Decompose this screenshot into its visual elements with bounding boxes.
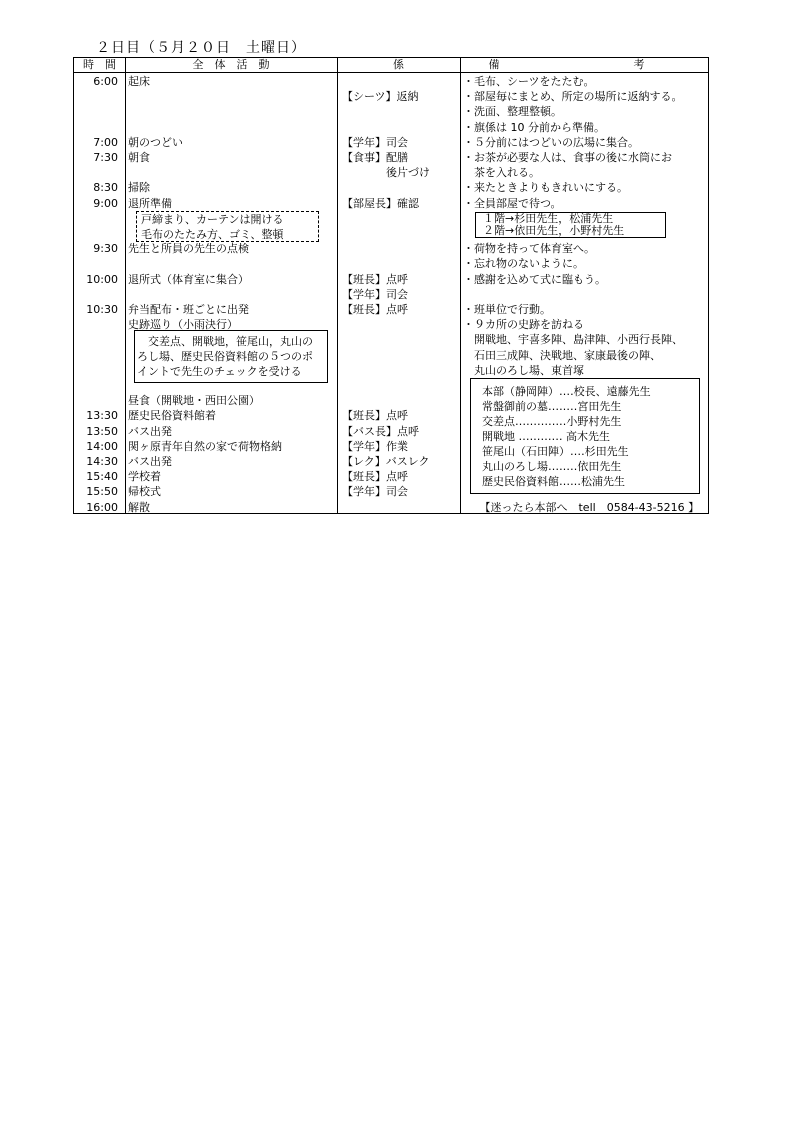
row-time: 8:30 [93,181,118,195]
row-note: ・忘れ物のないように。 [463,257,584,271]
row-activity: 学校着 [128,470,161,484]
dashed-note-line: 毛布のたたみ方、ゴミ、整頓 [141,228,284,241]
floor-assign-line: １階→杉田先生，松浦先生 [483,212,614,225]
row-staff: 【班長】点呼 [342,272,408,286]
row-activity: 関ヶ原青年自然の家で荷物格納 [128,439,282,453]
schedule-table [73,57,709,514]
floor-assign-box [475,212,666,238]
header-note-1: 備 [488,58,500,71]
row-note: ・感謝を込めて式に臨もう。 [463,272,606,286]
page-title: ２日目（５月２０日 土曜日） [96,40,306,56]
row-time: 14:30 [86,455,118,468]
staff-location-line: 交差点‥‥‥‥‥‥‥小野村先生 [482,415,622,428]
row-staff: 【シーツ】返納 [342,90,419,104]
row-activity: 朝のつどい [128,135,183,149]
row-note: ・旗係は 10 分前から準備。 [463,120,605,134]
row-activity: 退所準備 [128,196,172,210]
header-activity: 全 体 活 動 [192,58,270,71]
row-staff: 【班長】点呼 [342,303,408,316]
row-note: ・毛布、シーツをたたむ。 [463,75,595,88]
row-staff: 【学年】司会 [342,287,408,301]
row-activity: 弁当配布・班ごとに出発 [128,303,249,316]
row-time: 7:30 [93,151,118,164]
row-time: 6:00 [93,75,118,88]
staff-location-box [470,378,700,494]
row-note: 丸山のろし場、東首塚 [463,363,584,377]
row-note: 石田三成陣、決戦地、家康最後の陣、 [463,348,661,362]
row-staff: 【レク】バスレク [342,455,430,468]
staff-location-line: 丸山のろし場‥‥‥‥依田先生 [482,460,622,473]
row-note: ・部屋毎にまとめ、所定の場所に返納する。 [463,90,683,104]
row-time: 7:00 [93,135,118,149]
column-divider [460,58,461,513]
row-activity: 掃除 [128,181,150,195]
header-divider [74,72,708,73]
row-time: 13:50 [86,424,118,438]
row-note: ・洗面、整理整頓。 [463,105,562,119]
row-staff: 【食事】配膳 [342,151,408,164]
checkpoint-line: ろし場、歴史民俗資料館の５つのポ [137,350,313,363]
staff-location-line: 歴史民俗資料館‥‥‥松浦先生 [482,475,626,488]
row-activity: 先生と所員の先生の点検 [128,242,249,256]
row-staff: 【バス長】点呼 [342,424,419,438]
dashed-note-box [136,211,319,242]
checkpoint-box [134,330,328,383]
row-activity: 史跡巡り（小雨決行） [128,318,238,332]
checkpoint-line: 交差点、開戦地，笹尾山，丸山の [137,335,313,348]
row-note: ・お茶が必要な人は、食事の後に水筒にお [463,151,672,164]
row-note: ・９カ所の史跡を訪ねる [463,318,584,332]
dashed-note-line: 戸締まり、カーテンは開ける [141,213,284,226]
column-divider [337,58,338,513]
row-activity: 退所式（体育室に集合） [128,272,249,286]
header-time: 時 間 [83,58,116,71]
row-staff: 【学年】作業 [342,439,408,453]
row-note: ・班単位で行動。 [463,303,551,316]
row-time: 10:00 [86,272,118,286]
row-staff: 【学年】司会 [342,135,408,149]
row-activity: 昼食（開戦地・西田公園） [128,394,260,408]
row-activity: バス出発 [128,455,172,468]
row-time: 14:00 [86,439,118,453]
row-activity: 起床 [128,75,150,88]
row-staff: 【班長】点呼 [342,409,408,423]
row-staff: 後片づけ [342,166,430,180]
row-activity: 解散 [128,500,150,514]
row-time: 9:00 [93,196,118,210]
row-note: ・来たときよりもきれいにする。 [463,181,628,195]
staff-location-line: 本部（静岡陣）‥‥校長、遠藤先生 [482,385,651,398]
staff-location-line: 常盤御前の墓‥‥‥‥宮田先生 [482,400,622,413]
row-time: 15:40 [86,470,118,484]
row-activity: バス出発 [128,424,172,438]
row-activity: 歴史民俗資料館着 [128,409,216,423]
row-activity: 帰校式 [128,485,161,499]
staff-location-line: 開戦地 ‥‥‥‥‥‥ 高木先生 [482,430,611,443]
checkpoint-line: イントで先生のチェックを受ける [137,365,302,378]
row-staff: 【班長】点呼 [342,470,408,484]
column-divider [125,58,126,513]
row-time: 10:30 [86,303,118,316]
header-staff: 係 [393,58,404,71]
row-note: 茶を入れる。 [463,166,540,180]
row-activity: 朝食 [128,151,150,164]
row-staff: 【学年】司会 [342,485,408,499]
row-note: 開戦地、宇喜多陣、島津陣、小西行長陣、 [463,333,683,347]
floor-assign-line: ２階→依田先生，小野村先生 [483,224,625,237]
row-time: 15:50 [86,485,118,499]
header-note-2: 考 [633,58,645,71]
row-note: 【迷ったら本部へ tell 0584-43-5216 】 [463,500,700,514]
row-note: ・荷物を持って体育室へ。 [463,242,595,256]
row-staff: 【部屋長】確認 [342,196,419,210]
row-time: 13:30 [86,409,118,423]
row-time: 16:00 [86,500,118,514]
row-note: ・全員部屋で待つ。 [463,196,562,210]
staff-location-line: 笹尾山（石田陣）‥‥杉田先生 [482,445,629,458]
row-time: 9:30 [93,242,118,256]
row-note: ・５分前にはつどいの広場に集合。 [463,135,639,149]
